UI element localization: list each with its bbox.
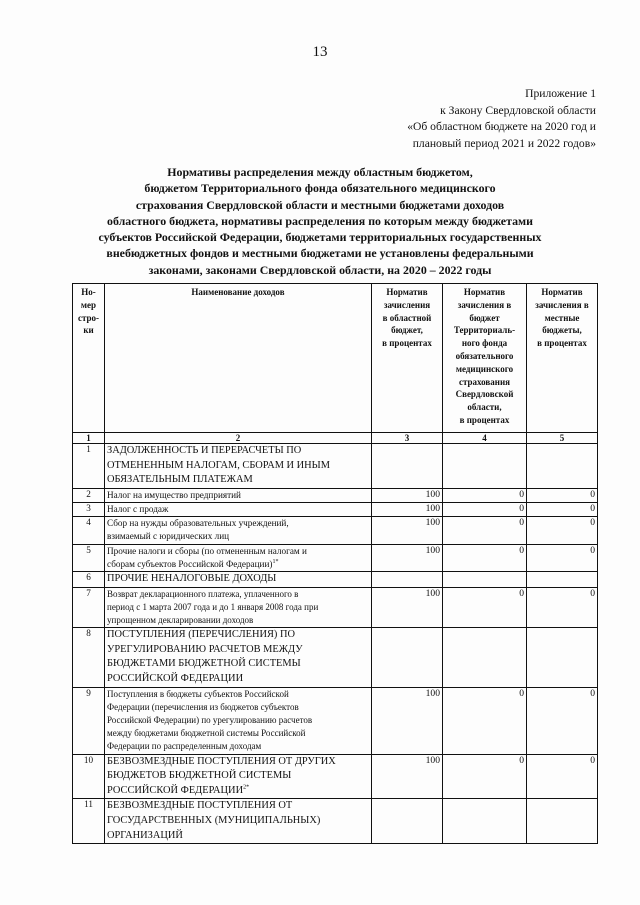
regional-percent: 100 — [372, 687, 443, 754]
income-name-line: БЕЗВОЗМЕЗДНЫЕ ПОСТУПЛЕНИЯ ОТ — [107, 800, 293, 812]
income-standards-table — [72, 283, 598, 844]
table-row — [73, 488, 598, 502]
income-name — [105, 488, 372, 502]
regional-percent: 100 — [372, 754, 443, 799]
income-name — [105, 799, 372, 844]
income-name — [105, 628, 372, 687]
header-tfoms-line: медицинского — [455, 363, 514, 374]
income-name-line: между бюджетами бюджетной системы Российской — [107, 728, 306, 739]
regional-percent: 100 — [372, 517, 443, 544]
title-line: областного бюджета, нормативы распределения по которым между бюджетами — [107, 213, 533, 228]
row-number: 6 — [73, 572, 105, 588]
table-row — [73, 517, 598, 544]
row-number: 10 — [73, 754, 105, 799]
table-row — [73, 544, 598, 571]
income-name-line: Прочие налоги и сборы (по отмененным налогам и — [107, 545, 307, 556]
row-number: 11 — [73, 799, 105, 844]
local-percent — [527, 572, 598, 588]
local-percent — [527, 444, 598, 489]
income-name-line: Налог на имущество предприятий — [107, 489, 241, 500]
appendix-line: плановый период 2021 и 2022 годов» — [412, 136, 596, 150]
header-num-line: мер — [80, 299, 97, 310]
header-tfoms-line: Территориаль- — [453, 325, 516, 336]
header-tfoms-line: ного фонда — [461, 338, 508, 349]
header-tfoms-line: зачисления в — [457, 299, 512, 310]
header-local-line: зачисления в — [535, 299, 589, 310]
regional-percent: 100 — [372, 488, 443, 502]
appendix-line: «Об областном бюджете на 2020 год и — [407, 120, 596, 133]
footnote-mark: 1* — [272, 558, 279, 565]
header-num-line: ки — [83, 325, 94, 336]
local-percent: 0 — [527, 754, 598, 799]
footnote-mark: 2* — [243, 784, 250, 791]
income-name — [105, 572, 372, 588]
table-row — [73, 502, 598, 516]
header-local-line: бюджеты, — [542, 325, 582, 336]
header-regional-line: Норматив — [386, 287, 428, 297]
column-number: 4 — [443, 433, 527, 444]
tfoms-percent — [443, 444, 527, 489]
tfoms-percent: 0 — [443, 544, 527, 571]
local-percent: 0 — [527, 587, 598, 628]
local-percent: 0 — [527, 687, 598, 754]
table-header-row — [73, 284, 598, 433]
row-number: 8 — [73, 628, 105, 687]
regional-percent: 100 — [372, 502, 443, 516]
header-local-line: местные — [544, 312, 580, 323]
income-name-line: Поступления в бюджеты субъектов Российской — [107, 688, 289, 699]
regional-percent — [372, 444, 443, 489]
row-number: 5 — [73, 544, 105, 571]
header-tfoms-line: области, — [467, 402, 502, 413]
local-percent: 0 — [527, 502, 598, 516]
title-line: субъектов Российской Федерации, бюджетами территориальных государственных — [98, 230, 542, 245]
income-name — [105, 587, 372, 628]
income-name-line: Российской Федерации) по урегулированию расчетов — [107, 714, 313, 725]
header-tfoms-budget — [443, 284, 527, 433]
tfoms-percent: 0 — [443, 502, 527, 516]
income-name-line: Сбор на нужды образовательных учреждений, — [107, 518, 289, 529]
income-name-line: ЗАДОЛЖЕННОСТЬ И ПЕРЕРАСЧЕТЫ ПО — [107, 445, 302, 456]
income-name-line: РОССИЙСКОЙ $ФЕДЕРАЦИИ^{2*}$ — [107, 784, 250, 796]
title-line: страхования Свердловской области и местными бюджетами доходов — [135, 197, 505, 212]
income-name-line: ГОСУДАРСТВЕННЫХ (МУНИЦИПАЛЬНЫХ) — [107, 814, 321, 826]
row-number: 9 — [73, 687, 105, 754]
title-line: внебюджетных фондов и местными бюджетами не установлены федеральными — [106, 246, 534, 261]
local-percent: 0 — [527, 544, 598, 571]
table-row — [73, 444, 598, 489]
title-line: бюджетом Территориального фонда обязательного медицинского — [144, 181, 496, 196]
header-regional-line: бюджет, — [391, 325, 423, 336]
regional-percent — [372, 628, 443, 687]
title-line: Нормативы распределения между областным бюджетом, — [167, 165, 473, 179]
income-name-line: Федерации (перечисления из бюджетов субъектов — [107, 701, 299, 712]
row-number: 4 — [73, 517, 105, 544]
regional-percent: 100 — [372, 544, 443, 571]
header-regional-line: в процентах — [382, 338, 432, 349]
header-income-name: Наименование доходов — [105, 284, 372, 433]
tfoms-percent — [443, 572, 527, 588]
tfoms-percent: 0 — [443, 754, 527, 799]
header-regional-line: в областной — [382, 312, 432, 323]
income-name — [105, 517, 372, 544]
income-name-line: взимаемый с юридических лиц — [107, 531, 230, 542]
column-number: 2 — [105, 433, 372, 444]
appendix-line: Приложение 1 — [525, 87, 596, 100]
regional-percent — [372, 799, 443, 844]
header-row-number — [73, 284, 105, 433]
title-line: законами, законами Свердловской области, на 2020 – 2022 годы — [148, 262, 492, 277]
tfoms-percent — [443, 628, 527, 687]
local-percent: 0 — [527, 517, 598, 544]
income-name-line: ОРГАНИЗАЦИЙ — [107, 829, 183, 841]
income-name-line: ПРОЧИЕ НЕНАЛОГОВЫЕ ДОХОДЫ — [107, 573, 277, 584]
page-number: 13 — [312, 44, 328, 60]
column-number: 5 — [527, 433, 598, 444]
income-name-line: БЮДЖЕТОВ БЮДЖЕТНОЙ СИСТЕМЫ — [107, 770, 292, 782]
income-name — [105, 444, 372, 489]
header-tfoms-line: Норматив — [463, 287, 506, 297]
income-name-line: сборам субъектов Российской Федерации)$^{1*}$ — [107, 558, 279, 569]
local-percent: 0 — [527, 488, 598, 502]
row-number: 1 — [73, 444, 105, 489]
table-row — [73, 687, 598, 754]
header-local-line: Норматив — [541, 287, 583, 297]
income-name-line: упрощенном декларировании доходов — [107, 615, 254, 625]
column-number: 3 — [372, 433, 443, 444]
income-name-line: Федерации по распределенным доходам — [107, 741, 262, 752]
row-number: 7 — [73, 587, 105, 628]
income-name-line: БЮДЖЕТАМИ БЮДЖЕТНОЙ СИСТЕМЫ — [107, 658, 301, 670]
tfoms-percent: 0 — [443, 488, 527, 502]
table-row — [73, 587, 598, 628]
header-regional-line: зачисления — [383, 299, 431, 310]
table-row — [73, 628, 598, 687]
header-num-line: стро- — [77, 312, 100, 323]
appendix-reference — [407, 86, 596, 152]
income-name-line: Возврат декларационного платежа, уплаченного в — [107, 588, 299, 599]
income-name — [105, 754, 372, 799]
header-regional-budget — [372, 284, 443, 433]
table-row — [73, 799, 598, 844]
header-tfoms-line: бюджет — [469, 312, 500, 323]
row-number: 3 — [73, 502, 105, 516]
header-tfoms-line: Свердловской — [455, 389, 514, 400]
tfoms-percent — [443, 799, 527, 844]
table-row — [73, 572, 598, 588]
income-name-line: БЕЗВОЗМЕЗДНЫЕ ПОСТУПЛЕНИЯ ОТ ДРУГИХ — [107, 755, 336, 767]
tfoms-percent: 0 — [443, 587, 527, 628]
table-row — [73, 754, 598, 799]
regional-percent: 100 — [372, 587, 443, 628]
income-name — [105, 502, 372, 516]
header-local-budgets — [527, 284, 598, 433]
income-name-line: ОБЯЗАТЕЛЬНЫМ ПЛАТЕЖАМ — [107, 474, 253, 486]
row-number: 2 — [73, 488, 105, 502]
local-percent — [527, 799, 598, 844]
income-name-line: РОССИЙСКОЙ ФЕДЕРАЦИИ — [107, 672, 244, 684]
header-num-line: Но- — [81, 287, 96, 297]
income-name-line: период с 1 марта 2007 года и до 1 января 2008 года при — [107, 601, 319, 612]
income-name-line: ПОСТУПЛЕНИЯ (ПЕРЕЧИСЛЕНИЯ) ПО — [107, 629, 295, 641]
regional-percent — [372, 572, 443, 588]
income-name-line: ОТМЕНЕННЫМ НАЛОГАМ, СБОРАМ И ИНЫМ — [107, 459, 330, 471]
document-title — [60, 164, 580, 278]
column-number-row — [73, 433, 598, 444]
header-tfoms-line: страхования — [458, 376, 511, 387]
appendix-line: к Закону Свердловской области — [440, 103, 596, 117]
income-name-line: Налог с продаж — [107, 503, 169, 514]
tfoms-percent: 0 — [443, 517, 527, 544]
income-name — [105, 544, 372, 571]
header-local-line: в процентах — [537, 338, 587, 349]
income-name-line: УРЕГУЛИРОВАНИЮ РАСЧЕТОВ МЕЖДУ — [107, 643, 303, 655]
income-name — [105, 687, 372, 754]
header-tfoms-line: обязательного — [455, 350, 514, 361]
header-tfoms-line: в процентах — [459, 414, 510, 425]
tfoms-percent: 0 — [443, 687, 527, 754]
local-percent — [527, 628, 598, 687]
column-number: 1 — [73, 433, 105, 444]
